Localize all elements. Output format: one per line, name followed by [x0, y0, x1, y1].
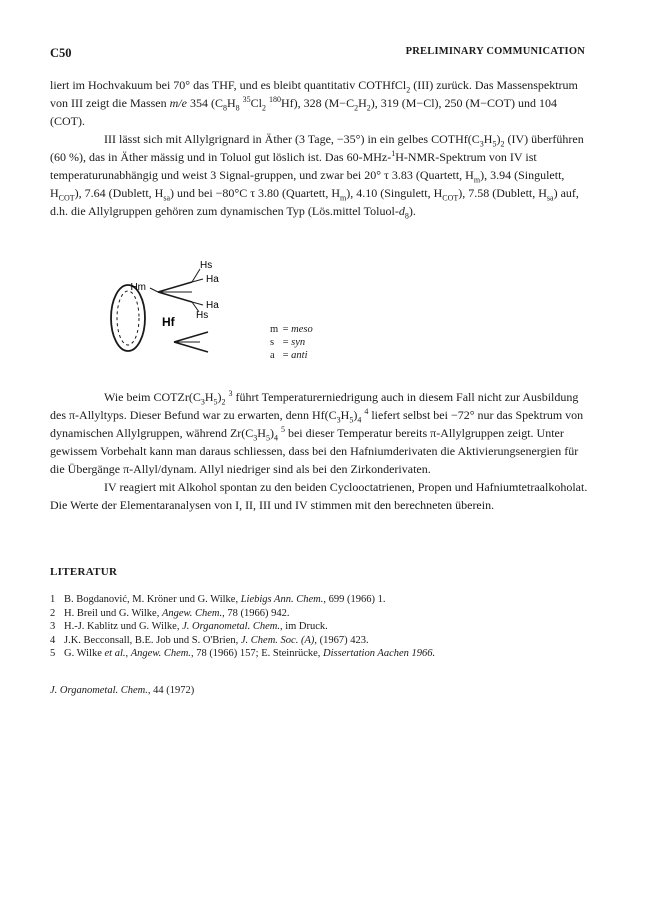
text-run: Wie beim COTZr(C [104, 390, 201, 404]
structure-drawing [100, 252, 380, 376]
reference-item [50, 647, 610, 661]
text-run: Dissertation Aachen 1966. [323, 648, 436, 659]
body-text-bottom [50, 388, 588, 514]
text-run: ), 7.58 (Dublett, H [458, 186, 547, 200]
legend-key: a [270, 350, 275, 361]
text-run: H.-J. Kablitz und G. Wilke, [64, 621, 183, 632]
journal-footer [50, 685, 194, 696]
legend-key: m [270, 324, 279, 335]
paragraph [50, 478, 588, 514]
text-run: 354 (C [186, 96, 223, 110]
cot-ring-inner [117, 291, 139, 345]
text-run: Hf), 328 (M−C [280, 96, 355, 110]
reference-number: 5 [50, 648, 56, 659]
text-run: ) auf, d.h. die Allylgruppen gehören zum dynamischen Typ (Lös.mittel Toluol- [50, 186, 579, 218]
paragraph [50, 388, 588, 478]
text-run: ), 319 (M−Cl), 250 (M−COT) und 104 (COT). [50, 96, 557, 128]
legend-entry: m = meso [270, 324, 313, 335]
text-run: 8 [222, 103, 227, 113]
reference-number: 1 [50, 594, 56, 605]
text-run: 4 [364, 407, 369, 416]
text-run: J.K. Becconsall, B.E. Job und S. O'Brien, [64, 634, 241, 646]
legend-entry: s = syn [270, 337, 306, 348]
text-run: IV reagiert mit Alkohol spontan zu den beiden Cyclooctatrienen, Propen und Hafniumtetraalkoholat. Die Werte der Elementaranalysen von I, II, III und IV stimmen mit den berechneten überein. [50, 480, 588, 512]
cot-ring [111, 285, 145, 351]
text-run: ) und bei −80°C τ 3.80 (Quartett, H [170, 186, 341, 200]
text-run: ), 7.64 (Dublett, H [74, 186, 164, 200]
body-text-top [50, 76, 588, 220]
text-run: 5 [213, 397, 218, 407]
text-run: , 699 (1966) 1. [323, 594, 386, 605]
text-run: ) [269, 426, 274, 440]
text-run: J. Chem. Soc. (A) [240, 634, 315, 646]
legend-entry: a = anti [270, 350, 308, 361]
text-run: (III) zurück. Das Massenspektrum von III zeigt die Massen [50, 78, 578, 110]
text-run: G. Wilke [64, 648, 105, 659]
text-run: 3 [200, 397, 205, 407]
text-run: 5 [280, 425, 285, 434]
text-run: 5 [349, 415, 354, 425]
text-run: m [340, 193, 347, 203]
text-run: 2 [221, 397, 226, 407]
label-hm: Hm [130, 282, 146, 293]
text-run: 2 [500, 139, 505, 149]
text-run: 5 [265, 433, 270, 443]
text-run: (IV) überführen (60 %), das in Äther mässig und in Toluol gut löslich ist. Das 60-MHz- [50, 132, 584, 164]
text-run: Liebigs Ann. Chem. [240, 594, 324, 605]
text-run: 8 [235, 103, 240, 113]
text-run: Angew. Chem. [161, 607, 223, 619]
paragraph [50, 76, 588, 130]
text-run: COT [442, 193, 459, 203]
legend-key: s [270, 337, 275, 348]
running-title: PRELIMINARY COMMUNICATION [405, 46, 585, 57]
text-run: 3 [253, 433, 258, 443]
label-ha-mid: Ha [206, 300, 219, 311]
reference-item [50, 593, 610, 607]
text-run: Cl [250, 96, 262, 110]
text-run: führt Temperaturerniedrigung auch in diesem Fall nicht zur Ausbildung des π-Allyltyps. Dieser Befund war zu erwarten, denn Hf(C [50, 390, 579, 422]
reference-list [50, 593, 610, 661]
text-run: et al. [104, 648, 126, 659]
reference-number: 3 [50, 621, 56, 632]
text-run: 2 [261, 103, 266, 113]
text-run: , [125, 648, 131, 659]
text-run: sa [546, 193, 554, 203]
text-run: H-NMR-Spektrum von IV ist temperaturunabhängig und weist 3 Signal-gruppen, und zwar bei 20° τ 3.83 (Quartett, H [50, 150, 537, 182]
text-run: , 78 (1966) 157; E. Steinrücke, [190, 648, 324, 659]
text-run: 2 [354, 103, 359, 113]
text-run: ), 4.10 (Singulett, H [346, 186, 443, 200]
reference-item [50, 607, 610, 621]
footer-journal: J. Organometal. Chem. [50, 685, 148, 696]
legend-value: syn [291, 337, 306, 348]
text-run: m/e [169, 96, 187, 110]
reference-item [50, 634, 610, 648]
text-run: H [204, 390, 214, 404]
label-hs-bottom: Hs [196, 310, 209, 321]
text-run: H [358, 96, 367, 110]
text-run: ) [496, 132, 501, 146]
text-run: H [483, 132, 493, 146]
text-run: bei dieser Temperatur bereits π-Allylgruppen zeigt. Unter gewissem Vorbehalt kann man daraus schliessen, dass bei den Hafniumderivaten die Aktivierungsenergien für die Übergänge π-Allyl/dynam. Allyl niedriger sind als bei den Zirkonderivaten. [50, 426, 579, 476]
literature-heading: LITERATUR [50, 566, 118, 578]
text-run: 35 [242, 95, 251, 104]
text-run: 5 [492, 139, 497, 149]
label-ha-top: Ha [206, 274, 219, 285]
text-run: COT [58, 193, 75, 203]
footer-volume: , 44 (1972) [147, 685, 195, 696]
reference-item [50, 620, 610, 634]
figure-legend [270, 323, 313, 362]
paragraph [50, 130, 588, 220]
text-run: H [257, 426, 266, 440]
legend-value: meso [291, 324, 313, 335]
text-run: Angew. Chem. [130, 648, 191, 659]
text-run: m [473, 175, 481, 185]
text-run: 3 [479, 139, 484, 149]
text-run: 180 [268, 95, 281, 104]
text-run: , im Druck. [279, 621, 328, 632]
text-run: III lässt sich mit Allylgrignard in Äther (3 Tage, −35°) in ein gelbes COTHf(C [104, 132, 480, 146]
text-run: B. Bogdanović, M. Kröner und G. Wilke, [64, 594, 241, 605]
text-run: liert im Hochvakuum bei 70° das THF, und es bleibt quantitativ COTHfCl [50, 78, 407, 92]
page-number: C50 [50, 46, 72, 60]
legend-value: anti [291, 350, 308, 361]
text-run: ), 3.94 (Singulett, H [50, 168, 565, 200]
reference-number: 2 [50, 607, 56, 619]
text-run: 2 [366, 103, 371, 113]
text-run: H [340, 408, 350, 422]
text-run: , (1967) 423. [314, 634, 369, 646]
text-run: liefert selbst bei −72° nur das Spektrum von dynamischen Allylgruppen, während Zr(C [50, 408, 584, 440]
text-run: ) [217, 390, 222, 404]
text-run: 8 [404, 211, 409, 221]
text-run: , 78 (1966) 942. [222, 607, 290, 619]
text-run: d [398, 204, 405, 218]
text-run: ) [353, 408, 358, 422]
text-run: 4 [273, 433, 278, 443]
text-run: J. Organometal. Chem. [182, 621, 280, 632]
text-run: 3 [336, 415, 341, 425]
reference-number: 4 [50, 634, 56, 646]
text-run: 2 [406, 85, 411, 95]
label-hf: Hf [162, 315, 175, 329]
text-run: H [226, 96, 236, 110]
text-run: 3 [228, 389, 233, 398]
text-run: H. Breil und G. Wilke, [64, 607, 162, 619]
allyl-structure-figure [100, 252, 380, 376]
label-hs-top: Hs [200, 260, 213, 271]
text-run: sa [163, 193, 170, 203]
page-header [50, 46, 585, 62]
text-run: 1 [391, 149, 396, 158]
text-run: ). [408, 204, 416, 218]
text-run: 4 [357, 415, 362, 425]
